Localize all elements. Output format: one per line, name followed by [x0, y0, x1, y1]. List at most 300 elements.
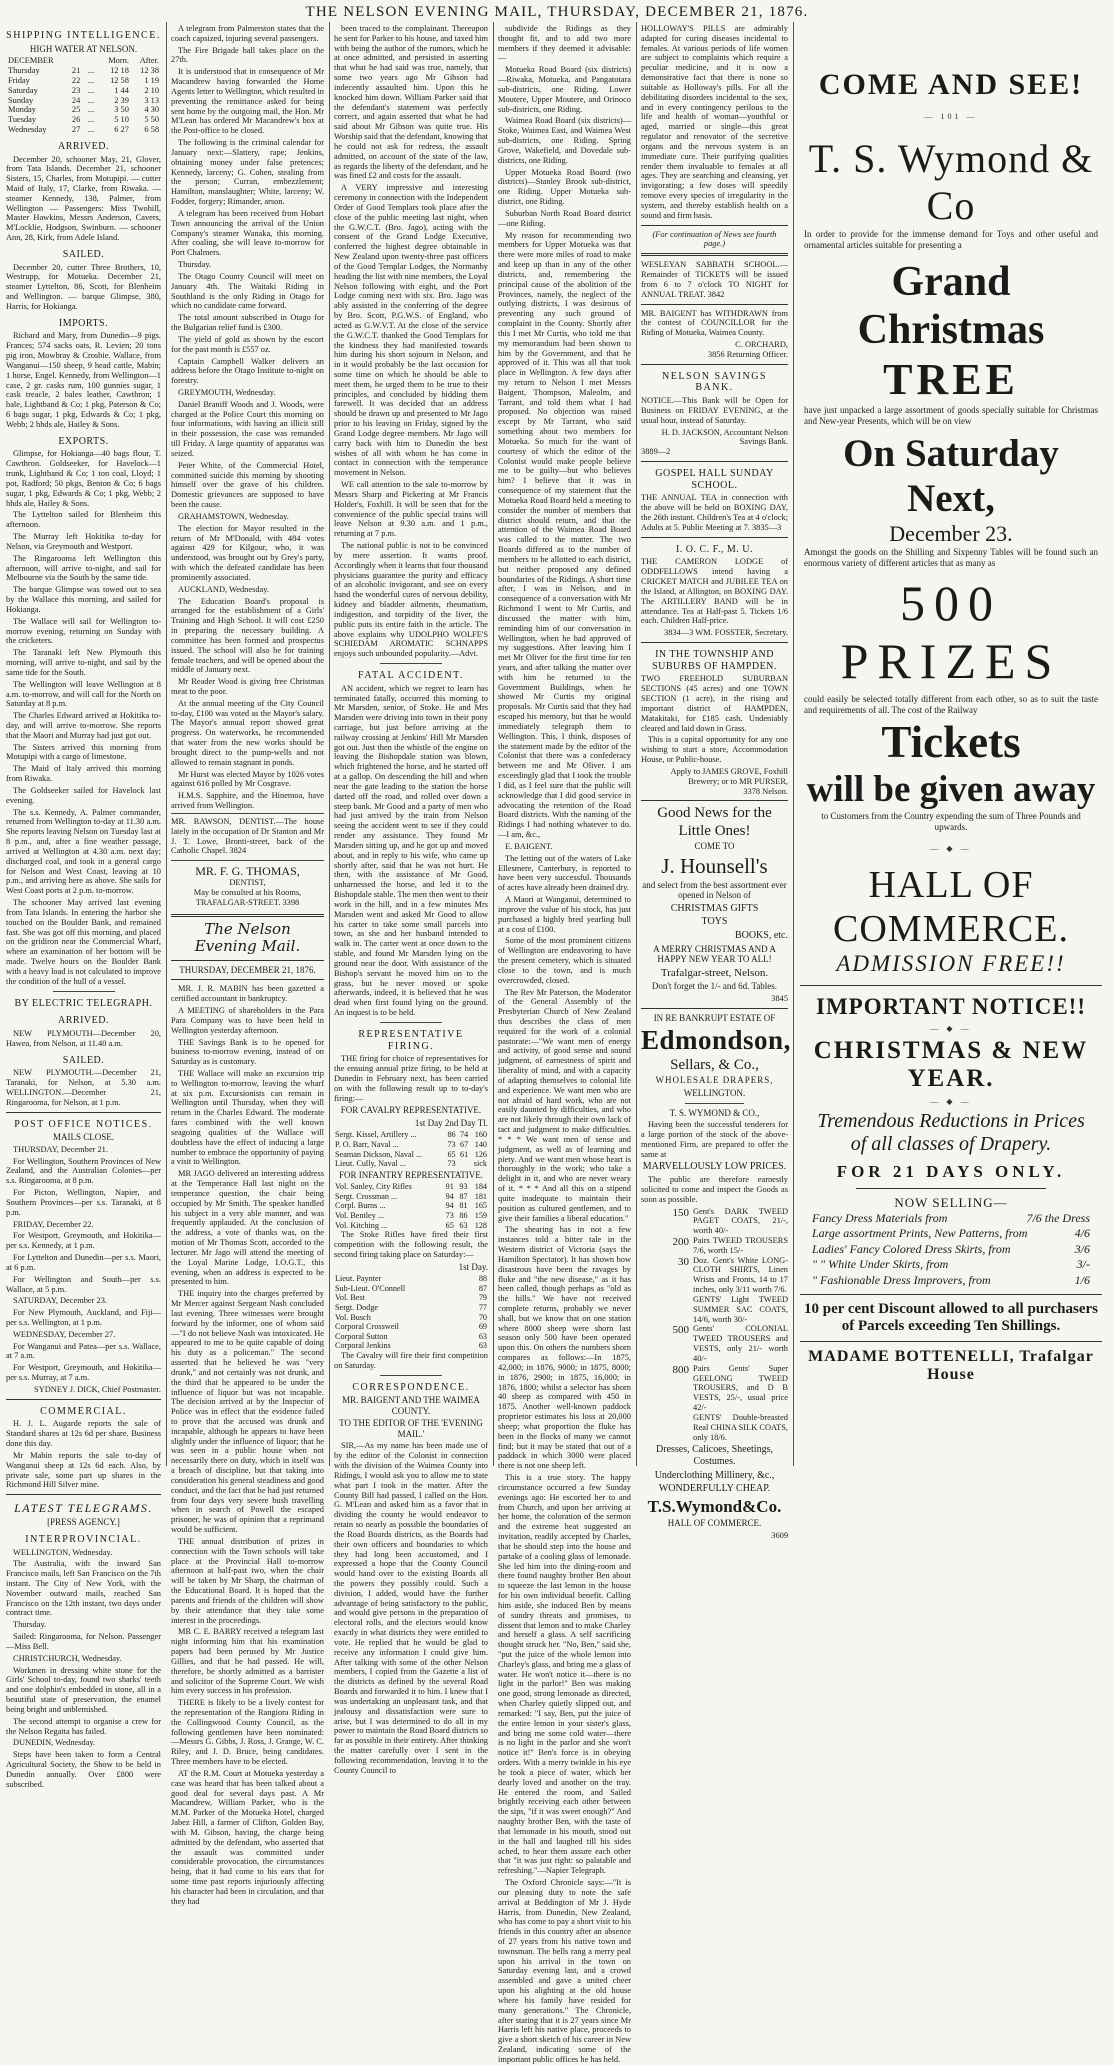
tide-cell: ... — [87, 66, 95, 76]
table-row — [334, 1274, 488, 1284]
paragraph: Sailed: Ringarooma, for Nelson. Passenger—Miss Bell. — [6, 1632, 161, 1651]
goods-quantity: 800 — [672, 1363, 689, 1376]
mails-close-heading: MAILS CLOSE. — [52, 1132, 114, 1143]
divider — [171, 979, 324, 980]
imports-text: Richard and Mary, from Dunedin—9 pigs. Frances; 574 sacks oats, R. Levien; 20 tons pig iron, Mowbray & Crosbie. Wallace, from Wanganui—150 sheep, 9 head cattle, Mabin; 1 horse, Engel. Kennedy, from Wellington—1 case, 2 gr. casks rum, 100 gunnies sugar, 1 cask treacle, 2 bales leather, Cawthron; 1 bale, Lightband & Co; 1 pkg, Paterson & Co; 6 bags sugar, 1 pkg, Edwards & Co; 1 pkg, Webb; 2 hhds ale, Hailey & Sons. — [6, 331, 161, 429]
drapery-price-list — [796, 1211, 1106, 1289]
table-cell: Corporal Jenkins — [335, 1341, 391, 1351]
tide-cell: Saturday — [8, 85, 38, 95]
paragraph: The Fire Brigade ball takes place on the 27th. — [171, 45, 324, 65]
paper-date: THURSDAY, DECEMBER 21, 1876. — [179, 964, 316, 975]
toys: TOYS — [701, 916, 728, 928]
paragraph: Motueka Road Board (six districts)—Riwaka, Motueka, and Pangatotara sub-districts, one Riding. Lower Moutere, Upper Moutere, and Orinoco sub-districts, one Riding. — [498, 65, 631, 114]
divider — [6, 1112, 161, 1113]
arrived-heading: ARRIVED. — [58, 140, 109, 152]
price-item: " Fashionable Dress Improvers, from — [812, 1272, 991, 1287]
fatal-accident-text — [334, 684, 488, 1018]
post-office-heading: POST OFFICE NOTICES. — [14, 1118, 153, 1130]
paragraph: SATURDAY, December 23. — [13, 1296, 107, 1306]
tide-header-cell: After. — [139, 56, 159, 66]
price-item: Large assortment Prints, New Patterns, from — [812, 1226, 1028, 1241]
divider — [171, 914, 324, 917]
table-row — [334, 1332, 488, 1342]
table-cell: 87 — [459, 1191, 468, 1201]
paragraph: This is a true story. The happy circumstance occurred a few Sunday evenings ago: He escorted her to and from Church, and upon her arriving at her home, the coloration of the sermon and the extreme heat suggested an invitation, readily accepted by Charles, that he should step into the house and partake of a cooling glass of lemonade. She led him into the dining-room and there found naughty brother Ben about to squeeze the last lemon in the house for his own individual benefit. Calling him aside, she induced Ben by means of sundry threats and promises, to dissent that lemon and to make Charley and herself a glass. A self sacrificing thought struck her. "No, Ben," said she, "put the juice of the whole lemon into Charley's glass, and bring me a glass of water. He won't notice it—there is no light in the parlor!" Ben was making one good, strong lemonade as directed, when Charley quietly slipped out, and remarked: "I say, Ben, put the juice of the entire lemon in your sister's glass, and bring me some cold water—there is no light in the parlor and she won't notice it!" Ben's force is in obeying orders. With a merry twinkle in his eye he took a piece of water, which her dearly loved and another on the tray. He entered the room, and Sailed brightly receiving each other between the sips, "if it was sweet enough?" And naughty brother Ben, with the taste of that lemonade in his mouth, stood out in the hall and laughed till his sides ached, to hear them assure each other that "it was just right: so palatable and refreshing."—Napier Telegraph. — [498, 1473, 631, 1876]
given-away: will be given away — [806, 769, 1096, 810]
divider — [53, 991, 115, 992]
tide-row — [6, 96, 161, 106]
paragraph: The yield of gold as shown by the escort for the past month is £557 oz. — [171, 334, 324, 354]
tsw-public: The public are therefore earnestly solicited to come and inspect the Goods as soon as possible. — [641, 1175, 788, 1204]
tide-cell: 12 18 — [110, 66, 129, 76]
divider — [641, 461, 788, 462]
amongst-text: Amongst the goods on the Shilling and Sixpenny Tables will be found such an enormous variety of different articles that as many as — [804, 547, 1098, 569]
admission-free: ADMISSION FREE!! — [836, 950, 1066, 976]
goods-quantity: 200 — [672, 1235, 689, 1248]
table-cell: Vol. Busch — [335, 1312, 371, 1322]
paragraph: The barque Glimpse was towed out to sea by the Wallace this morning, and sailed for Hokianga. — [6, 585, 161, 614]
arrived-text: December 20, schooner May, 21, Glover, from Tata Islands. December 21, schooner Sisters, 15, Charles, from Motupipi. — cutter Maid of Italy, 17, Clarke, from Riwaka. — steamer Kennedy, 138, Palmer, from Wellington — Passengers: Miss Twohill, Master Hawkins, Messrs Anderson, Cavers, M'Locklie, Hodgson, Swinburn. — schooner Ann, 28, Kirk, from Adele Island. — [6, 154, 161, 243]
grand-christmas: Grand Christmas — [857, 258, 1045, 353]
paragraph: Waimea Road Board (six districts)—Stoke, Waimea East, and Waimea West sub-districts, one Riding. Spring Grove, Wakefield, and Dovedale sub-districts, one Riding. — [498, 116, 631, 165]
table-cell: 181 — [474, 1191, 487, 1201]
list-item — [812, 1211, 1090, 1227]
customers-text: to Customers from the Country expending the sum of Three Pounds and upwards. — [821, 811, 1081, 833]
table-cell: 73 — [445, 1211, 454, 1221]
paragraph: The Maid of Italy arrived this morning from Riwaka. — [6, 764, 161, 784]
price-item: Fancy Dress Materials from — [812, 1210, 948, 1225]
divider — [800, 1341, 1102, 1342]
tide-cell: 2 10 — [144, 85, 159, 95]
paragraph: For Wellington and South—per s.s. Wallace, at 5 p.m. — [6, 1274, 161, 1294]
table-cell: Vol. Bentley ... — [335, 1211, 384, 1221]
paragraph: The shearing has in not a few instances told a bitter tale in the Western district of Victoria (says the Hamilton Spectator). It has shown how disastrous have been the ravages by fluke and "the new disease," as it has been called, though perhaps as "old as the hills." We have not received complete returns, probably we never shall, but we know that on one station where 8000 sheep were shorn last season only 500 have been operated upon this. On others the numbers shorn compares as follows:—In 1875, 42,000; in 1876, 9000; in 1875, 8000; in 1876, 2900; in 1875, 16,000; in 1876, 1800; whilst a selector has shorn 40 sheep as compared with 450 in 1875. Another well-known paddock proprietor estimates his loss at 20,000 sheep; what proportion the fluke has been in the flocks of many we cannot find; but it may be stated that out of a paddock in which 3000 were placed there is not one sheep left. — [498, 1225, 631, 1471]
ornament-label: 101 — [940, 112, 962, 121]
column-rule — [329, 22, 330, 1466]
tremendous-reductions: Tremendous Reductions in Prices — [817, 1109, 1085, 1132]
tide-row — [6, 105, 161, 115]
column-rule — [493, 22, 494, 1466]
paragraph: DUNEDIN, Wednesday. — [13, 1738, 96, 1748]
rep-cavalry-table — [334, 1130, 488, 1168]
gospel-hall-heading: GOSPEL HALL SUNDAY SCHOOL. — [655, 468, 774, 491]
tide-header-cell: DECEMBER — [8, 56, 54, 66]
tide-cell: 2 39 — [114, 95, 129, 105]
sailed-heading: SAILED. — [62, 248, 105, 260]
paragraph: For Westport, Greymouth, and Hokitika—per s.s. Kennedy, at 1 p.m. — [6, 1231, 161, 1251]
paragraph: WE call attention to the sale to-morrow by Messrs Sharp and Pickering at Mr Francis Holder's, Foxhill. It will be seen that for the convenience of the public special trains will leave Nelson at 9.30 a.m. and 1 p.m., returning at 7 p.m. — [334, 480, 488, 539]
goods-quantity: 150 — [672, 1206, 689, 1219]
trafalgar-street: Trafalgar-street, Nelson. — [660, 966, 769, 979]
dresses: Dresses, Calicoes, Sheetings, Costumes. — [656, 1444, 773, 1468]
divider — [6, 1494, 161, 1495]
price-value: 3/6 — [1074, 1241, 1090, 1256]
tide-cell: Sunday — [8, 95, 34, 105]
wellington-label: WELLINGTON. — [683, 1087, 746, 1098]
commercial-news — [6, 1419, 161, 1490]
table-row — [334, 1313, 488, 1323]
sellars-title: Sellars, & Co., — [670, 1056, 759, 1073]
list-item — [812, 1226, 1090, 1242]
paragraph: Thursday. — [13, 1620, 47, 1630]
paragraph: Thursday. — [178, 260, 212, 270]
for-21-days: FOR 21 DAYS ONLY. — [836, 1161, 1066, 1181]
paragraph: The following is the criminal calendar for January next:—Slattery, rape; Jenkins, obtaining money under false pretences; Kennedy, larceny; G. Cohen, stealing from the person; Curran, embezzlement; Hamilton, manslaughter; White, larceny; W. Fodder, forgery; Rimander, arson. — [171, 138, 324, 207]
good-news-line-2: Little Ones! — [678, 822, 751, 839]
paragraph: The national public is not to be convinced by mere assertion. It wants proof. Accordingly when it learns that four thousand physicians guarantee the purity and efficacy of an alcoholic invigorant, and see on every hand the wonderful cures of nervous debility, kidney and bladder ailments, rheumatism, indigestion, and torpidity of the liver, the public puts its entire faith in the article. The above explains why UDOLPHO WOLFE'S SCHIEDAM AROMATIC SCHNAPPS enjoys such unbounded popularity.—Advt. — [334, 541, 488, 659]
tide-cell: 22 — [71, 75, 81, 85]
discount-notice: 10 per cent Discount allowed to all purchasers of Parcels exceeding Ten Shillings. — [803, 1301, 1099, 1335]
table-cell: P. O. Barr, Naval ... — [335, 1139, 399, 1149]
table-cell: 63 — [478, 1331, 487, 1341]
price-value: 3/- — [1076, 1257, 1090, 1272]
table-cell: Vol. Sanley, City Rifles — [335, 1182, 412, 1192]
tsw-text: Having been the successful tenderers for a large portion of the stock of the above-mentioned Firm, are prepared to offer the same at — [641, 1120, 788, 1159]
on-saturday-next: On Saturday Next, — [843, 432, 1059, 520]
table-cell: 93 — [459, 1182, 468, 1192]
divider — [380, 1375, 442, 1376]
tide-row — [6, 76, 161, 86]
ad-rawson-text: MR. RAWSON, DENTIST.—The house lately in the occupation of Dr Stanton and Mr J. T. Lowe, Bronti-street, back of the Catholic Chapel. 3824 — [171, 816, 324, 856]
paragraph: At the annual meeting of the City Council to-day, £100 was voted as the Mayor's salary. The Mayor's annual report showed great progress. On waterworks, he recommended that water from the new works should be brought direct to the pump-wells and not allowed to remain stagnant in ponds. — [171, 698, 324, 767]
books: BOOKS, etc. — [734, 929, 788, 941]
ad-thomas-name: MR. F. G. THOMAS, — [195, 864, 300, 879]
table-cell: 74 — [460, 1130, 469, 1140]
tide-cell: 26 — [71, 115, 81, 125]
paragraph: The Australia, with the inward San Francisco mails, left San Francisco on the 7th instant. The City of New York, with the November outward mails, reached San Francisco on the 12th instant, two days under contract time. — [6, 1559, 161, 1618]
table-row — [334, 1341, 488, 1351]
unpacked-text: have just unpacked a large assortment of goods specially suitable for Christmas and New-year Presents, which will be on view — [804, 404, 1098, 426]
paragraph: The Lyttelton sailed for Blenheim this afternoon. — [6, 510, 161, 530]
paragraph: For Lyttelton and Dunedin—per s.s. Maori, at 6 p.m. — [6, 1253, 161, 1272]
table-cell: 87 — [478, 1283, 487, 1293]
column-rule — [636, 22, 637, 1466]
goods-list — [641, 1207, 788, 1443]
imports-heading: IMPORTS. — [58, 317, 109, 329]
goods-description: Gents' COLONIAL TWEED TROUSERS and VESTS, only 21/- worth 40/- — [693, 1324, 788, 1363]
table-cell: 79 — [478, 1293, 487, 1303]
tree-title: TREE — [883, 354, 1019, 404]
paragraph: THURSDAY, December 21. — [13, 1144, 108, 1154]
table-cell: 86 — [447, 1130, 456, 1140]
dont-forget-number: 3845 — [771, 994, 788, 1003]
table-cell: 160 — [474, 1130, 487, 1140]
tide-row — [6, 115, 161, 125]
paragraph: The election for Mayor resulted in the return of Mr M'Donald, with 484 votes against 429 for Kilgour, who, it was understood, was brought out by Grey's party, with which the defeated candidate has been prominently associated. — [171, 523, 324, 582]
table-cell: 94 — [445, 1191, 454, 1201]
table-row — [334, 1159, 488, 1169]
paragraph: The letting out of the waters of Lake Ellesmere, Canterbury, is reported to have been very successful. Thousands of acres have already been drained dry. — [498, 853, 631, 893]
masthead: THE NELSON EVENING MAIL, THURSDAY, DECEMBER 21, 1876. — [305, 4, 809, 20]
500-prizes: 500 PRIZES — [840, 574, 1062, 689]
divider — [171, 960, 324, 961]
ad-rawson — [171, 813, 324, 860]
tide-cell: ... — [87, 75, 95, 85]
exports-text: Glimpse, for Hokianga—40 bags flour, T. Cawthron. Goldseeker, for Havelock—1 trunk, Lightband & Co; 1 ton coal, Lloyd; 1 pot, Radford; 50 pkgs, Benton & Co; 6 bags sugar, 1 pkg, Edwards & Co; 1 pkg, Webb; 2 hhds ale, Hailey & Sons. — [6, 449, 161, 508]
hall-of-commerce-label: HALL OF COMMERCE. — [667, 1518, 762, 1528]
all-classes-drapery: of all classes of Drapery. — [850, 1132, 1052, 1155]
paragraph: SIR,—As my name has been made use of by the editor of the Colonist in connection with the division of the Waimea County into Ridings, I would ask you to allow me to state what part I took in the matter. After the County Bill had passed, I called on the Hon. G. M'Lean and asked him as a favor that in dividing the county he would endeavor to retain so nearly as possible the boundaries of the Road Boards districts, as the Boards had their own officers and boundaries to which they had long been accustomed, and I expressed a hope that the County Council would hand over to the existing Boards all the powers they possibly could. Such a division, I added, would have the further advantage of being satisfactory to the public, and would give persons in the preparation of electoral rolls, and the electors would know exactly in what districts they were entitled to vote. He replied that he would be glad to receive any information I could give him. After talking with some of the other Nelson members, I copied from the Gazette a list of the districts as defined by the several Road Boards and forwarded it to him. I knew that I was undertaking an unpleasant task, and that jealousy and dissatisfaction were sure to arise, but I was determined to do all in my power to maintain the Road Board districts so far as possible in their entirety. After thinking the matter carefully over I sent in the following recommendation, leaving it to the County Council to — [334, 1441, 488, 1775]
paragraph: been traced to the complainant. Thereupon he sent for Parker to his house, and taxed him with being the author of the rumors, which he at once admitted, and persisted in asserting that what he had said was true, namely, that some two years ago Mr Gibson had indecently assaulted him. Upon this he knocked him down. William Parker said that the defendant's statement was perfectly correct, and again asserted that what he had said about Mr Gibson was quite true. His Worship said that the defendant, knowing that he could not ask for redress, the assault admitted, on account of the state of the law, as regards the liberty of the defendant, and he was fined £2 and costs for the assault. — [334, 24, 488, 181]
tide-cell: ... — [87, 105, 95, 115]
list-item — [641, 1256, 788, 1295]
goods-description: GENTS' Double-breasted Real CHINA SILK COATS, only 18/6. — [693, 1412, 788, 1442]
orchard-title: 3856 Returning Officer. — [707, 349, 788, 359]
table-cell: 69 — [478, 1322, 487, 1332]
bankrupt-estate: IN RE BANKRUPT ESTATE OF — [653, 1012, 776, 1023]
tide-row — [6, 125, 161, 135]
paragraph: The Rev Mr Paterson, the Moderator of the General Assembly of the Presbyterian Church of New Zealand thus describes the class of men required for the work of a colonial pastorate:—"We want men of energy and activity, of good sense and sound judgment, of earnestness of spirit and liberality of mind, and with a capacity of adapting themselves to colonial life and experience. We want men who are not afraid of hard work, who are not easily daunted by difficulties, and who are not likely through their own lack of tact and judgment to make difficulties. * * * We want men of sense and judgment, as well as of learning and piety. And we want men whose heart is thoroughly in the work; who take a delight in it, and who are never weary of it. * * * And all this on a stipend quite inadequate to maintain their position as cultured gentlemen, and to give their families a liberal education." — [498, 987, 631, 1223]
rep-end: The Cavalry will fire their first competition on Saturday. — [334, 1351, 488, 1370]
township-heading: IN THE TOWNSHIP AND SUBURBS OF HAMPDEN. — [652, 649, 777, 672]
latest-telegrams-heading: LATEST TELEGRAMS. — [14, 1501, 153, 1516]
could-text: could easily be selected totally different from each other, so as to suit the taste and requirements of all. The cost of the Railway — [804, 693, 1098, 715]
column-3 — [334, 24, 488, 1775]
edmondson-title: Edmondson, — [641, 1025, 791, 1056]
tide-header-cell: Morn. — [108, 56, 129, 66]
column-rule — [166, 22, 167, 1466]
paragraph: WEDNESDAY, December 27. — [13, 1329, 116, 1339]
cameron-lodge-signature: 3834—3 WM. FOSSTER, Secretary. — [664, 628, 788, 638]
ornament-divider: — ◆ — — [930, 843, 972, 853]
paragraph: Suburban North Road Board district—one Riding. — [498, 208, 631, 228]
paragraph: The schooner May arrived last evening from Tata Islands. In entering the harbor she touched on the Boulder Bank, and remained fast. She was got off this morning, and placed on the gridiron near the Commercial Wharf, where an examination of her bottom will be made. Twelve hours on the Boulder Bank with a heavy load is not calculated to improve the condition of the hull of a vessel. — [6, 898, 161, 986]
paragraph: Mr Mabin reports the sale to-day of Wanganui sheep at 12s 6d each. Also, by private sale, some part up shares in the Richmond Hill Silver mine. — [6, 1450, 161, 1490]
continuation-note: (For continuation of News see fourth page.) — [652, 229, 777, 249]
paragraph: THE annual distribution of prizes in connection with the Town schools will take place at the Provincial Hall to-morrow afternoon at half-past two, when the chair will be taken by Mr Sharp, the chairman of the Educational Board. It is hoped that the parents and friends of the children will show by their attendance that they take some interest in the proceedings. — [171, 1536, 324, 1625]
table-cell: 73 — [447, 1139, 456, 1149]
table-cell: 63 — [478, 1341, 487, 1351]
table-cell: 61 — [460, 1149, 469, 1159]
tide-cell: 12 38 — [140, 66, 159, 76]
goods-description: Pairs Gents' Super GEELONG TWEED TROUSERS, and D B VESTS, 25/-, usual price 42/- — [693, 1363, 788, 1413]
divider — [641, 225, 788, 226]
tide-cell: 6 27 — [114, 125, 129, 134]
table-cell: 128 — [474, 1220, 487, 1230]
table-cell: 88 — [478, 1274, 487, 1284]
table-cell: Vol. Best — [335, 1293, 365, 1303]
paragraph: The Sisters arrived this morning from Motupipi with a cargo of limestone. — [6, 742, 161, 762]
tide-cell: 24 — [71, 95, 81, 105]
gospel-hall-text: THE ANNUAL TEA in connection with the above will be held on BOXING DAY, the 26th instant. Children's Tea at 4 o'clock; Adults at 5. Public Meeting at 7. 3835—3 — [641, 493, 788, 532]
table-row — [334, 1293, 488, 1303]
savings-bank-signature: H. D. JACKSON, Accountant Nelson Savings Bank. — [661, 427, 788, 447]
tide-cell: 23 — [71, 85, 81, 95]
table-cell: Sergt. Dodge — [335, 1303, 379, 1313]
column-1 — [6, 24, 161, 1789]
table-cell: Seaman Dickson, Naval ... — [335, 1149, 423, 1159]
divider — [641, 537, 788, 538]
ad-thomas-address: May be consulted at his Rooms, TRAFALGAR-STREET. 3398 — [193, 888, 302, 907]
table-cell: Lieut. Cully, Naval ... — [335, 1159, 406, 1169]
table-cell: Lieut. Paynter — [335, 1274, 382, 1284]
tide-cell: Thursday — [8, 66, 40, 76]
wonderfully-cheap: WONDERFULLY CHEAP. — [658, 1483, 771, 1495]
goods-description: Doz. Gent's White LONG-CLOTH SHIRTS, Linen Wrists and Fronts, 14 to 17 inches, only 3/11 worth 7/6. — [693, 1255, 788, 1295]
paragraph: My reason for recommending two members for Upper Motueka was that there were more miles of road to make and keep up than in any of the other districts, and, remembering the principal cause of the abolition of the Provinces, namely, the neglect of the outlying districts, I was desirous of preventing any such ground of complaint in the County. Shortly after this I met Mr Curtis, who told me that my memorandum had been shown to him by the Government, and that he approved of it. This was all that took place in Wellington. A few days after my return to Nelson I met Messrs Baigent, Thompson, Maleolm, and Tarrant, and told them what I had proposed. No objection was raised except by Mr Tarrant, who said something about two members for Motueka. So much for the want of courtesy of which the editor of the Colonist would make people believe me to be guilty—but who believes him? I believe that it was in consequence of my statement that the Motueka Road Board held a meeting to consider the number of members that district should return, and that the attention of the Waimea Road Board was called to the matter. The two Boards differed as to the number of members to be allotted to each district, but neither proposed any defined boundaries of the Ridings. A short time after, I was in Nelson, and in consequence of a conversation with Mr Richmond I went to Mr Curtis, and discussed the matter with him, reminding him of our conversation in Wellington, when he had approved of my suggestions. After leaving him I met Mr Oliver for the first time for ten years, and after talking the matter over with him he returned to the Government Buildings, when he showed Mr Curtis my original proposals. Mr Curtis said that they had escaped his memory, but that he would immediately telegraph them to Wellington. This, I think, disposes of the statement made by the editor of the Colonist that there was a confederacy between me and Mr Oliver. I am exceedingly glad that I took the trouble I did, as I feel sure that the public will acknowledge that I did good service in advocating the retention of the Road Board districts. With the naming of the Ridings I had nothing whatever to do.—I am, &c., — [498, 230, 631, 840]
christmas-new-year: CHRISTMAS & NEW YEAR. — [813, 1036, 1089, 1092]
paragraph: E. BAIGENT. — [505, 841, 553, 851]
wholesale-drapers: WHOLESALE DRAPERS, — [655, 1075, 774, 1086]
marvellously-low: MARVELLOUSLY LOW PRICES. — [642, 1161, 787, 1173]
holloway-ad: HOLLOWAY'S PILLS are admirably adapted for curing diseases incidental to females. At various periods of life women are subject to complaints which require a peculiar medicine, and it is now a demonstrative fact that there is none so suitable as Holloway's pills. For all the debilitating disorders incidental to the sex, and in every contingency perilous to the life and health of woman—youthful or aged, married or single—this great regulator and renovator of the secretive organs and the nervous system is an immediate cure. Their purifying qualities render them invaluable to females at all ages. They are searching and cleansing, yet invigorating; a few doses will speedily remove every species of irregularity in the system, and thereby establish health on a sound and firm basis. — [641, 24, 788, 220]
telegram-news — [171, 24, 324, 811]
tide-cell: ... — [87, 125, 95, 134]
table-cell — [457, 1159, 470, 1169]
paragraph: For New Plymouth, Auckland, and Fiji—per s.s. Wellington, at 1 p.m. — [6, 1308, 161, 1327]
tel-arrived-text: NEW PLYMOUTH—December 20, Hawea, from Nelson, at 11.40 a.m. — [6, 1028, 161, 1048]
township-text: TWO FREEHOLD SUBURBAN SECTIONS (45 acres) and one TOWN SECTION (1 acre), in the rising and important district of HAMPDEN, Matakitaki, for £185 cash. Undeniably cleared and laid down in Grass. — [641, 674, 788, 733]
correspondence-heading: CORRESPONDENCE. — [352, 1381, 470, 1393]
divider — [380, 663, 442, 664]
tide-row — [6, 86, 161, 96]
tide-cell: ... — [87, 85, 95, 95]
paragraph: The Taranaki left New Plymouth this morning, will arrive to-night, and sail by the same tide for the South. — [6, 648, 161, 677]
paragraph: A telegram has been received from Hobart Town announcing the arrival of the Union Company's steamer Wanaka, this morning. After coaling, she will leave to-morrow for Port Chalmers. — [171, 208, 324, 258]
paragraph: THERE is likely to be a lively contest for the representation of the Rangiora Riding in the Collingwood County Council, as the following gentlemen have been nominated:—Messrs G. Gibbs, J. Ross, J. Grange, W. C. Riley, and J. D. Bruce, being candidates. Three members have to be elected. — [171, 1698, 324, 1767]
table-cell: 86 — [459, 1211, 468, 1221]
baigent-ad: MR. BAIGENT has WITHDRAWN from the contest of COUNCILLOR for the Riding of Motueka, Waimea County. — [641, 308, 788, 338]
paragraph: subdivide the Ridings as they thought fit, and to add two more members if they deemed it advisable:— — [498, 24, 631, 63]
exports-heading: EXPORTS. — [58, 435, 109, 447]
rep-columns: 1st Day 2nd Day Tl. — [414, 1117, 488, 1128]
divider — [6, 1399, 161, 1400]
divider — [685, 1103, 744, 1104]
madame-bottenelli: MADAME BOTTENELLI, Trafalgar House — [808, 1348, 1094, 1384]
tide-cell: Wednesday — [8, 125, 47, 134]
paragraph: Upper Motueka Road Board (two districts)—Stanley Brook sub-district, one Riding. Upper Motueka sub-district, one Riding. — [498, 167, 631, 207]
price-value: 1/6 — [1074, 1272, 1090, 1287]
tide-cell: Monday — [8, 105, 36, 115]
table-row — [334, 1211, 488, 1221]
table-cell: 65 — [445, 1220, 454, 1230]
paragraph: The Ringarooma left Wellington this afternoon, will arrive to-night, and sail for Melbourne via the South by the same tide. — [6, 553, 161, 583]
table-cell: 65 — [447, 1149, 456, 1159]
paragraph: The second attempt to organise a crew for the Nelson Regatta has failed. — [6, 1716, 161, 1736]
tel-arrived-heading: ARRIVED. — [58, 1015, 109, 1027]
tsw-company: T. S. WYMOND & CO., — [669, 1107, 760, 1118]
representative-firing-heading: REPRESENTATIVE FIRING. — [358, 1028, 464, 1052]
tide-cell: Tuesday — [8, 115, 37, 125]
table-cell: 126 — [474, 1149, 487, 1159]
come-and-see: COME AND SEE! — [818, 68, 1084, 101]
paragraph: For Picton, Wellington, Napier, and Southern Provinces—per s.s. Taranaki, at 8 p.m. — [6, 1188, 161, 1217]
wymond-title: T. S. Wymond & Co — [808, 136, 1094, 228]
divider — [856, 1188, 1046, 1189]
paragraph: GREYMOUTH, Wednesday. — [178, 387, 276, 397]
divider — [641, 1008, 788, 1009]
table-row — [334, 1150, 488, 1160]
table-row — [334, 1201, 488, 1211]
divider — [641, 364, 788, 365]
tide-cell: 6 58 — [144, 125, 159, 134]
paragraph: The Education Board's proposal is arranged for the establishment of a Girls' Training and High School. It will cost £250 in preparing the necessary building. A committee has been formed and prospectus issued. The school will also be for training female teachers, and will be opened about the middle of January next. — [171, 596, 325, 675]
rep-stoke-columns: 1st Day. — [458, 1261, 488, 1272]
ornament-divider: — ◆ — — [930, 1096, 972, 1106]
savings-bank-notice: NOTICE.—This Bank will be Open for Business on FRIDAY EVENING, at the usual hour, instead of Saturday. — [641, 396, 788, 425]
paragraph: AN accident, which we regret to learn has terminated fatally, occurred this morning to Mr Marsden, senior, of Stoke. He and Mrs Marsden were driving into town in their pony carriage, but just before arriving at the railway crossing at Jenkins' Hill Mr Marsden got out. Just then the whistle of the engine on leaving the Bishopdale station was blown, which frightened the horse, and he started off at a gallop. On descending the hill and when near the gate leading to the station the horse darted off the road, and rolled over down a steep bank. Mr Good and a party of men who had just arrived by the train from Nelson seeing the accident went to see if they could render any assistance. They found Mr Marsden sitting up, and he got up and moved about, and in reply to his wife, who came up shortly after, said that he was not hurt. He then, with the assistance of Mr Good, unharnessed the horse, and led it to the Bishopdale stable. The men then went to their work in the hill, and in a few minutes Mrs Marsden went and asked Mr Good to allow his carter to take some small parcels into town, as she and her husband intended to walk in. The carter went at once down to the stable, and found Mr Marsden lying on the ground near the door. With assistance of the Bishop's servant he moved him on to the grass, but he never moved or spoke afterwards, indeed, it is believed that he was dead when first found lying on the ground. An inquest is to be held. — [334, 683, 488, 1018]
table-cell: Corporal Crossweil — [335, 1322, 399, 1332]
local-news — [171, 984, 324, 1906]
tide-cell: ... — [87, 95, 95, 105]
wesleyan-ad: WESLEYAN SABBATH SCHOOL.—Remainder of TICKETS will be issued from 6 to 7 o'clock TO NIGHT for ANNUAL TREAT. 3842 — [641, 260, 788, 299]
paragraph: WELLINGTON, Wednesday. — [13, 1547, 113, 1557]
press-agency: [PRESS AGENCY.] — [47, 1517, 120, 1528]
orchard-name: C. ORCHARD, — [735, 340, 788, 350]
paragraph: The s.s. Kennedy, A. Palmer commander, returned from Wellington to-day at 11.30 a.m. She reports leaving Nelson on Tuesday last at 8 p.m., and, after a fine weather passage, arrived at Wellington at 4.30 a.m. next day; discharged coal, and took in a general cargo for Nelson and West Coast, leaving at 10 p.m., and arriving here as above. She sails for West Coast ports at 2 p.m. to-morrow. — [6, 807, 161, 896]
divider — [641, 642, 788, 643]
divider — [641, 800, 788, 801]
wymond-christmas-ad — [796, 24, 1106, 1466]
table-row — [334, 1322, 488, 1332]
table-row — [334, 1284, 488, 1294]
fatal-accident-heading: FATAL ACCIDENT. — [358, 670, 464, 681]
paragraph: Some of the most prominent citizens of Wellington are endeavoring to have the present cemetery, which is situated close to the town, and is much overcrowded, closed. — [498, 936, 631, 985]
now-selling: NOW SELLING— — [894, 1194, 1008, 1210]
tel-sailed-heading: SAILED. — [62, 1054, 105, 1066]
paragraph: AUCKLAND, Wednesday. — [178, 584, 269, 594]
sailed-text: December 20, cutter Three Brothers, 10, Westrupp, for Motueka. December 21, steamer Lyttelton, 86, Scott, for Blenheim and Wellington. — barque Glimpse, 380, Harris, for Hokianga. — [6, 262, 161, 311]
goods-quantity: 30 — [678, 1255, 689, 1268]
price-value: 7/6 the Dress — [1026, 1210, 1090, 1225]
list-item — [641, 1207, 788, 1236]
goods-quantity — [641, 1295, 689, 1324]
tickets-title: Tickets — [881, 717, 1021, 767]
goods-description: GENTS' Light TWEED SUMMER SAC COATS, 14/6, worth 30/- — [693, 1294, 788, 1324]
dont-forget: Don't forget the 1/- and 6d. Tables. — [651, 981, 778, 992]
paragraph: THE Savings Bank is to be opened for business to-morrow evening, instead of on Saturday as is customary. — [171, 1037, 324, 1067]
table-cell: 159 — [474, 1211, 487, 1221]
correspondence-title: MR. BAIGENT AND THE WAIMEA COUNTY. — [342, 1395, 480, 1416]
shipping-news — [6, 510, 161, 986]
tide-cell: Friday — [8, 75, 30, 85]
price-value: 4/6 — [1074, 1226, 1090, 1241]
paragraph: For Wellington, Southern Provinces of New Zealand, and the Australian Colonies—per s.s. Ringarooma, at 8 p.m. — [6, 1156, 161, 1186]
mail-list — [6, 1145, 161, 1383]
commercial-heading: COMMERCIAL. — [40, 1405, 127, 1417]
paragraph: GRAHAMSTOWN, Wednesday. — [178, 511, 289, 521]
paragraph: A MEETING of shareholders in the Para Para Company was to have been held in Wellington yesterday afternoon. — [171, 1006, 324, 1035]
rep-infantry-table — [334, 1182, 488, 1230]
ad-thomas-title: DENTIST, — [229, 878, 266, 888]
correspondence-text — [334, 1441, 488, 1775]
hall-of-commerce: HALL OF COMMERCE. — [833, 863, 1069, 950]
table-cell: 70 — [478, 1312, 487, 1322]
interprovincial-heading: INTERPROVINCIAL. — [25, 1533, 142, 1545]
hounsell-name: J. Hounsell's — [661, 853, 768, 878]
paragraph: For Westport, Greymouth, and Hokitika—per s.s. Murray, at 7 a.m. — [6, 1363, 161, 1383]
tide-cell: 1 44 — [114, 85, 129, 95]
table-row — [334, 1130, 488, 1140]
ornament-divider: — ◆ — — [930, 1023, 972, 1033]
paragraph: The Otago County Council will meet on January 4th. The Waitaki Riding in Southland is the only Riding in Otago for which no candidate came forward. — [171, 271, 324, 311]
divider — [380, 1022, 442, 1023]
paragraph: H.M.S. Sapphire, and the Hinemoa, have arrived from Wellington. — [171, 791, 324, 811]
correspondence-to: TO THE EDITOR OF THE 'EVENING MAIL.' — [339, 1418, 483, 1439]
paragraph: H. J. L. Augarde reports the sale of Standard shares at 12s 6d per share. Business done this day. — [6, 1419, 161, 1449]
paragraph: MR C. E. BARRY received a telegram last night informing him that his examination papers had been perused by Mr Justice Gillies, and that he had passed. He will, therefore, be shortly admitted as a barrister and solicitor of the Supreme Court. We wish him every success in his profession. — [171, 1627, 324, 1696]
tide-cell: 5 50 — [144, 115, 159, 125]
table-cell: Vol. Kitching ... — [335, 1220, 388, 1230]
township-apply: Apply to JAMES GROVE, Foxhill Brewery; or to MR PURSER, — [670, 766, 788, 786]
paragraph: The Murray left Hokitika to-day for Nelson, via Greymouth and Westport. — [6, 532, 161, 551]
tide-row — [6, 66, 161, 76]
table-cell: Corporal Sutton — [335, 1331, 388, 1341]
rep-stoke-table — [334, 1274, 488, 1351]
tide-cell: 5 10 — [114, 115, 129, 125]
paragraph: Mr Hurst was elected Mayor by 1026 votes against 616 polled by Mr Cosgrave. — [171, 769, 324, 789]
table-cell: 184 — [474, 1182, 487, 1192]
